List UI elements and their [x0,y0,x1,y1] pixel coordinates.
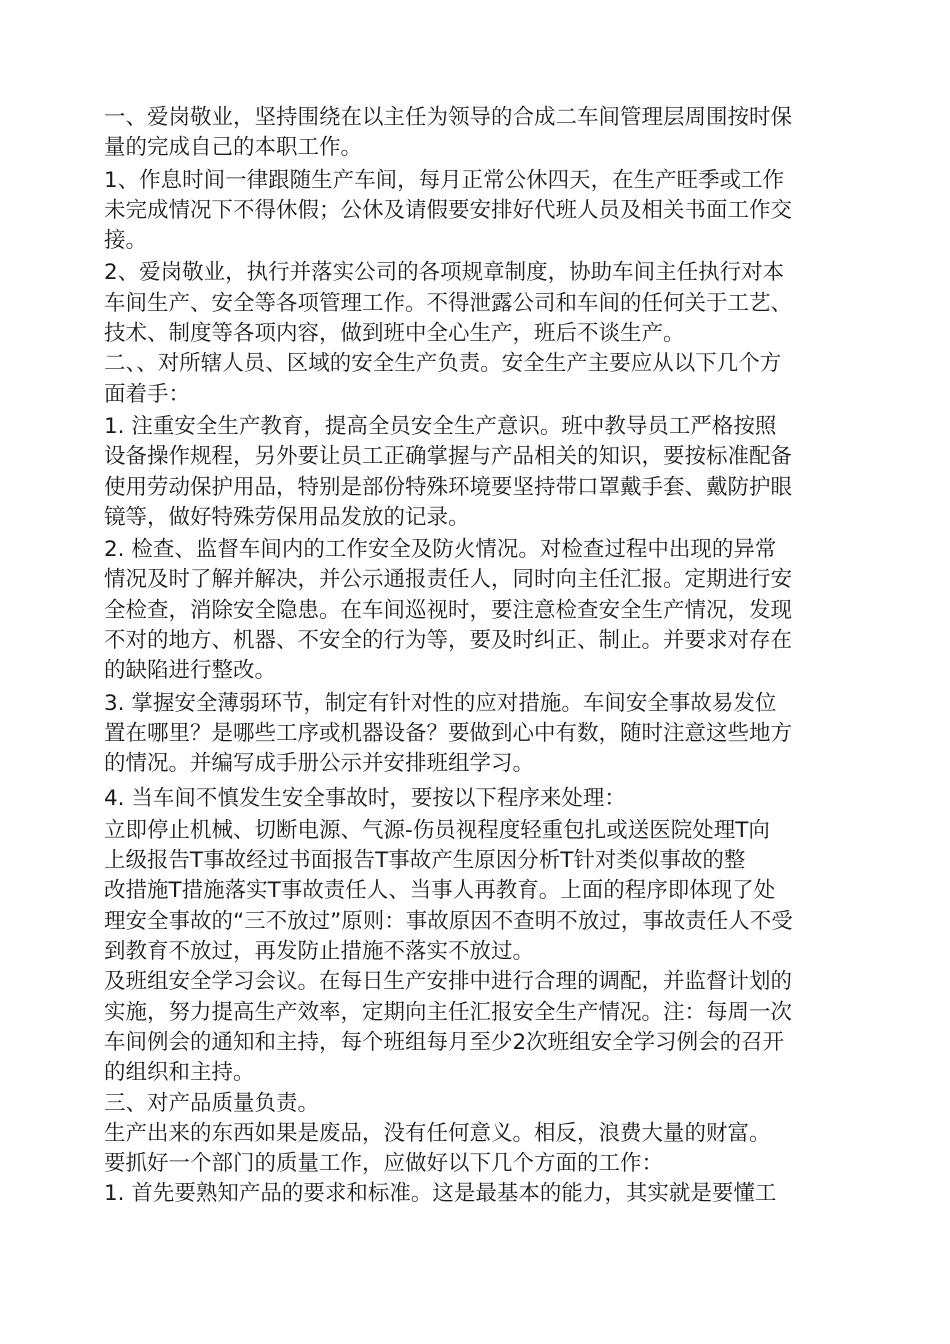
text-line: 的组织和主持。 [104,1060,255,1086]
text-line: 面着手： [104,381,191,407]
safety-item-3 [104,689,856,780]
text-line: 量的完成自己的本职工作。 [104,135,363,161]
text-line: 使用劳动保护用品，特别是部份特殊环境要坚持带口罩戴手套、戴防护眼 [104,474,793,500]
text-line: 三、对产品质量负责。 [104,1090,320,1116]
text-line: 接。 [104,228,148,254]
text-line: 技术、制度等各项内容，做到班中全心生产，班后不谈生产。 [104,321,685,347]
text-line: 设备操作规程，另外要让员工正确掌握与产品相关的知识，要按标准配备 [104,444,793,470]
text-line: 生产出来的东西如果是废品，没有任何意义。相反，浪费大量的财富。 [104,1120,771,1146]
text-line: 2、爱岗敬业，执行并落实公司的各项规章制度，协助车间主任执行对本 [104,260,785,286]
text-line: 车间生产、安全等各项管理工作。不得泄露公司和车间的任何关于工艺、 [104,290,793,316]
text-line: 一、爱岗敬业，坚持围绕在以主任为领导的合成二车间管理层周围按时保 [104,105,793,130]
text-line: 车间例会的通知和主持，每个班组每月至少2次班组安全学习例会的召开 [104,1029,785,1055]
quality-intro [104,1119,856,1180]
section-two-intro [104,349,856,410]
text-line: 1. 首先要熟知产品的要求和标准。这是最基本的能力，其实就是要懂工 [104,1181,777,1207]
section-one-intro [104,103,856,164]
text-line: 立即停止机械、切断电源、气源-伤员视程度轻重包扎或送医院处理T向 [104,817,770,843]
safety-meeting-paragraph [104,967,856,1088]
text-line: 镜等，做好特殊劳保用品发放的记录。 [104,504,470,530]
text-line: 1. 注重安全生产教育，提高全员安全生产意识。班中教导员工严格按照 [104,413,777,439]
text-line: 1、作息时间一律跟随生产车间，每月正常公休四天，在生产旺季或工作 [104,167,785,193]
text-line: 的情况。并编写成手册公示并安排班组学习。 [104,751,535,777]
text-line: 不对的地方、机器、不安全的行为等，要及时纠正、制止。并要求对存在 [104,628,793,654]
item-2-paragraph [104,258,856,349]
safety-item-1 [104,412,856,533]
text-line: 二、、对所辖人员、区域的安全生产负责。安全生产主要应从以下几个方 [104,351,782,377]
text-line: 理安全事故的“三不放过”原则：事故原因不查明不放过，事故责任人不受 [104,908,793,934]
text-line: 上级报告T事故经过书面报告T事故产生原因分析T针对类似事故的整 [104,848,746,874]
item-1-paragraph [104,166,856,257]
text-line: 置在哪里？是哪些工序或机器设备？要做到心中有数，随时注意这些地方 [104,720,793,746]
text-line: 到教育不放过，再发防止措施不落实不放过。 [104,939,535,965]
document-body [104,103,856,1210]
text-line: 改措施T措施落实T事故责任人、当事人再教育。上面的程序即体现了处 [104,878,776,904]
text-line: 4. 当车间不慎发生安全事故时，要按以下程序来处理： [104,785,626,811]
text-line: 未完成情况下不得休假；公休及请假要安排好代班人员及相关书面工作交 [104,197,793,223]
text-line: 2. 检查、监督车间内的工作安全及防火情况。对检查过程中出现的异常 [104,537,777,563]
text-line: 全检查，消除安全隐患。在车间巡视时，要注意检查安全生产情况，发现 [104,597,793,623]
text-line: 情况及时了解并解决，并公示通报责任人，同时向主任汇报。定期进行安 [104,567,793,593]
section-three-heading [104,1089,856,1119]
text-line: 及班组安全学习会议。在每日生产安排中进行合理的调配，并监督计划的 [104,969,793,995]
text-line: 要抓好一个部门的质量工作，应做好以下几个方面的工作： [104,1151,664,1177]
accident-procedure [104,816,856,967]
text-line: 实施，努力提高生产效率，定期向主任汇报安全生产情况。注：每周一次 [104,999,793,1025]
text-line: 的缺陷进行整改。 [104,658,277,684]
quality-item-1 [104,1179,856,1209]
safety-item-2 [104,535,856,686]
safety-item-4 [104,784,856,814]
text-line: 3. 掌握安全薄弱环节，制定有针对性的应对措施。车间安全事故易发位 [104,690,777,716]
